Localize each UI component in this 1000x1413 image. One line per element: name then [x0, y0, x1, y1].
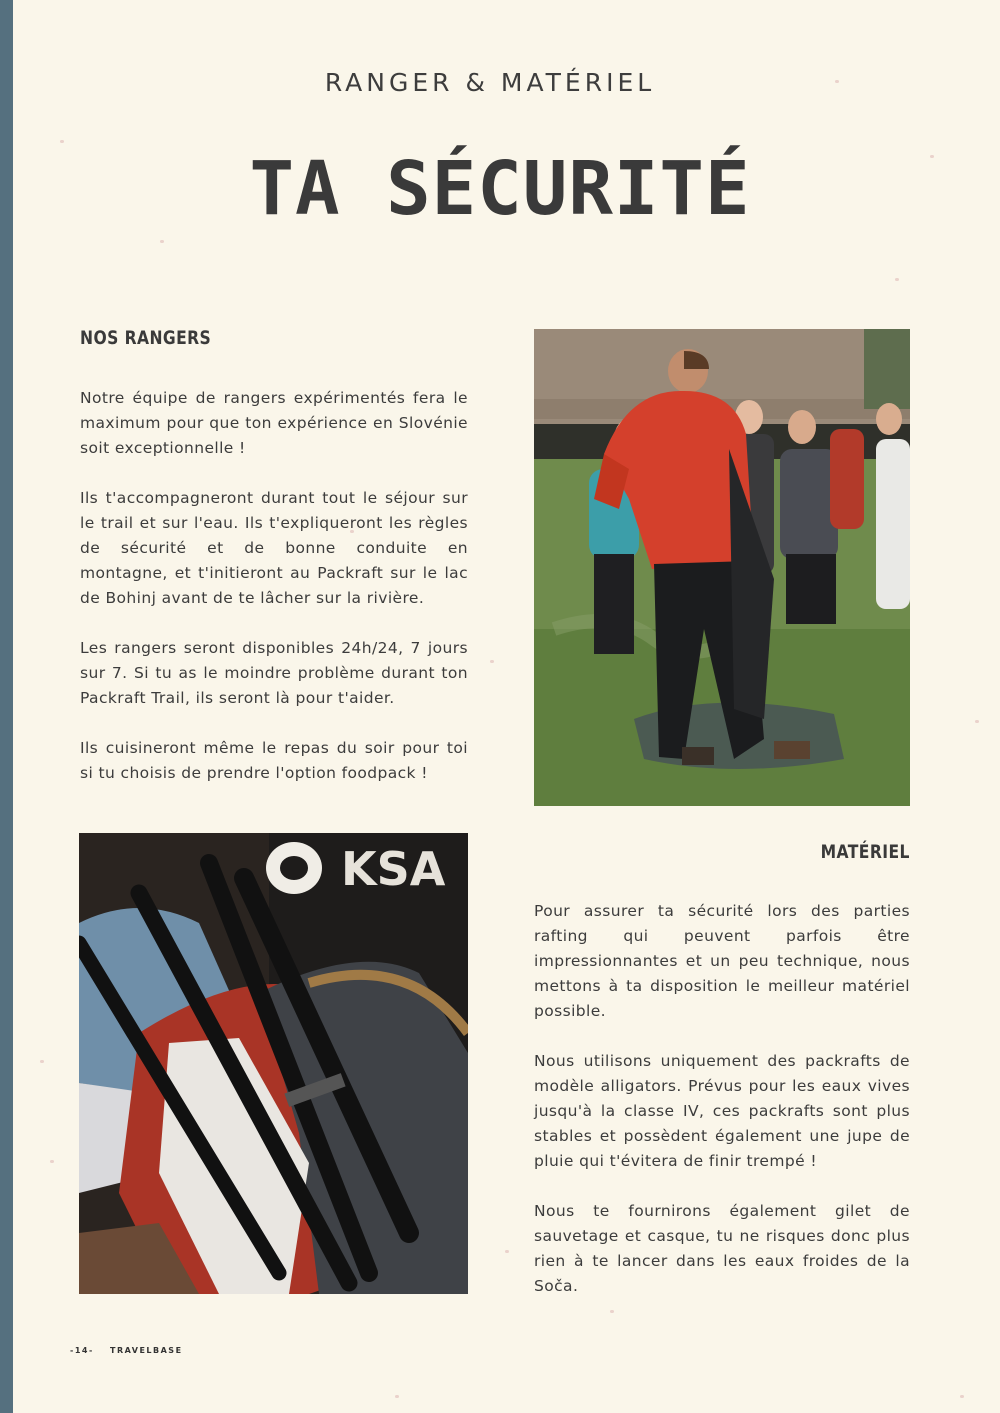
- section-kicker: RANGER & MATÉRIEL: [324, 68, 656, 97]
- materiel-paragraph: Nous te fournirons également gilet de sauvetage et casque, tu ne risques donc plus rien à te lancer dans les eaux froides de la Soča.: [534, 1202, 910, 1295]
- paper-speck: [60, 140, 64, 143]
- paper-speck: [895, 278, 899, 281]
- rangers-paragraph: Ils cuisineront même le repas du soir pour toi si tu choisis de prendre l'option foodpack !: [80, 739, 468, 782]
- paper-speck: [40, 1060, 44, 1063]
- rangers-photo: [534, 329, 910, 806]
- gear-photo: [79, 833, 468, 1294]
- footer-brand: TRAVELBASE: [110, 1346, 183, 1355]
- paper-speck: [490, 660, 494, 663]
- paper-speck: [395, 1395, 399, 1398]
- rangers-paragraph: Notre équipe de rangers expérimentés fera le maximum pour que ton expérience en Slovénie soit exceptionnelle !: [80, 389, 468, 457]
- paper-speck: [505, 1250, 509, 1253]
- rangers-heading: NOS RANGERS: [80, 327, 212, 349]
- paper-speck: [50, 1160, 54, 1163]
- paper-speck: [960, 1395, 964, 1398]
- materiel-heading: MATÉRIEL: [820, 841, 910, 863]
- page-number: -14-: [70, 1346, 94, 1355]
- shirt-lettering: KSA: [341, 842, 446, 896]
- materiel-paragraph: Pour assurer ta sécurité lors des parties rafting qui peuvent parfois être impressionnantes et un peu technique, nous mettons à ta disposition le meilleur matériel possible.: [534, 902, 910, 1020]
- materiel-text: [534, 899, 910, 1324]
- paper-speck: [160, 240, 164, 243]
- rangers-paragraph: Les rangers seront disponibles 24h/24, 7 jours sur 7. Si tu as le moindre problème durant ton Packraft Trail, ils seront là pour t'aider.: [80, 639, 468, 707]
- page-title: TA SÉCURITÉ: [249, 146, 751, 232]
- paper-speck: [975, 720, 979, 723]
- materiel-paragraph: Nous utilisons uniquement des packrafts de modèle alligators. Prévus pour les eaux vives jusqu'à la classe IV, ces packrafts sont plus stables et possèdent également une jupe de pluie qui t'évitera de finir trempé !: [534, 1052, 910, 1170]
- rangers-text: [80, 386, 468, 811]
- rangers-paragraph: Ils t'accompagneront durant tout le séjour sur le trail et sur l'eau. Ils t'expliqueront les règles de sécurité et de bonne conduite en montagne, et t'initieront au Packraft sur le lac de Bohinj avant de te lâcher sur la rivière.: [80, 489, 468, 607]
